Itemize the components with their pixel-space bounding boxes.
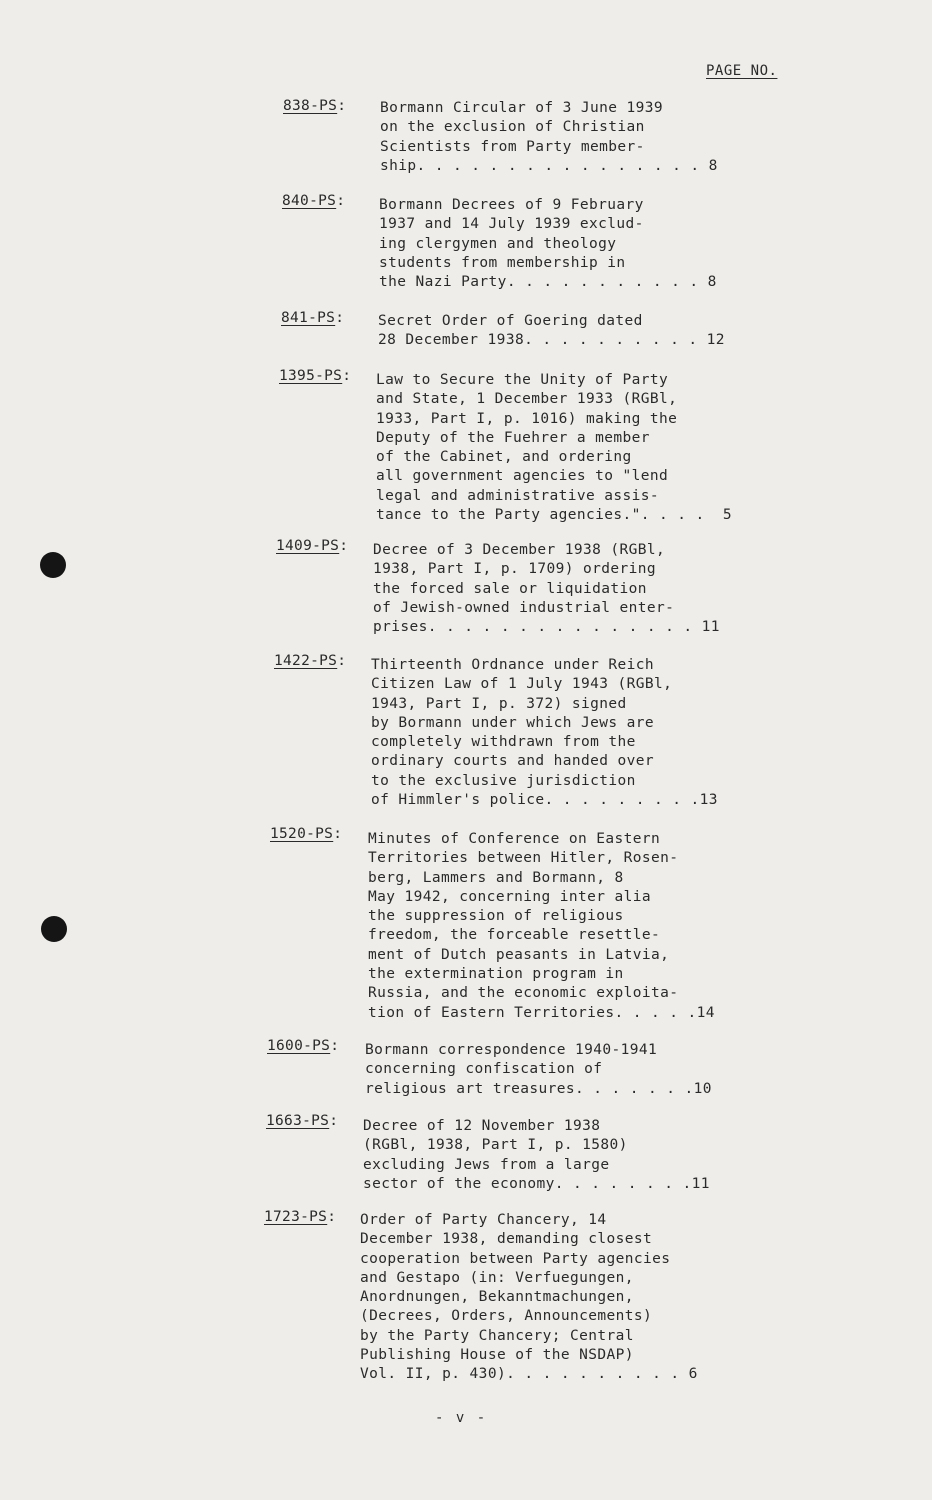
- description-line: legal and administrative assis-: [376, 487, 660, 504]
- description-line: concerning confiscation of: [365, 1061, 603, 1078]
- document-code: 1723-PS:: [264, 1209, 337, 1225]
- description-line: Vol. II, p. 430). . . . . . . . . . 6: [360, 1366, 698, 1383]
- description-line: Law to Secure the Unity of Party: [376, 372, 669, 388]
- document-code: 838-PS:: [283, 98, 347, 114]
- page-no-header: PAGE NO.: [706, 63, 778, 79]
- description-line: Bormann Circular of 3 June 1939: [380, 100, 664, 116]
- description-line: to the exclusive jurisdiction: [371, 772, 636, 789]
- description-line: Territories between Hitler, Rosen-: [368, 850, 679, 867]
- description-line: Russia, and the economic exploita-: [368, 985, 679, 1002]
- document-description: [360, 1211, 760, 1385]
- document-code: 1520-PS:: [270, 826, 343, 842]
- description-line: Decree of 12 November 1938: [363, 1118, 601, 1134]
- description-line: ing clergymen and theology: [379, 235, 617, 252]
- description-line: Scientists from Party member-: [380, 138, 645, 155]
- description-line: the extermination program in: [368, 966, 624, 983]
- description-line: ment of Dutch peasants in Latvia,: [368, 946, 670, 963]
- description-line: Bormann Decrees of 9 February: [379, 197, 644, 213]
- description-line: Citizen Law of 1 July 1943 (RGBl,: [371, 676, 673, 693]
- description-line: sector of the economy. . . . . . . .11: [363, 1175, 710, 1192]
- description-line: 1933, Part I, p. 1016) making the: [376, 410, 678, 427]
- description-line: completely withdrawn from the: [371, 734, 636, 751]
- description-line: by the Party Chancery; Central: [360, 1327, 634, 1344]
- punch-hole: [41, 916, 67, 942]
- document-description: [371, 656, 771, 810]
- description-line: December 1938, demanding closest: [360, 1231, 653, 1248]
- document-description: [378, 312, 778, 351]
- description-line: prises. . . . . . . . . . . . . . . 11: [373, 619, 720, 636]
- description-line: 28 December 1938. . . . . . . . . . 12: [378, 332, 725, 349]
- document-description: [380, 99, 780, 176]
- description-line: Anordnungen, Bekanntmachungen,: [360, 1289, 634, 1306]
- document-description: [376, 371, 776, 525]
- description-line: the forced sale or liquidation: [373, 580, 647, 597]
- description-line: the suppression of religious: [368, 908, 624, 925]
- description-line: all government agencies to "lend: [376, 468, 669, 485]
- description-line: May 1942, concerning inter alia: [368, 888, 652, 905]
- document-description: [373, 541, 773, 637]
- description-line: of Himmler's police. . . . . . . . .13: [371, 792, 718, 809]
- description-line: Bormann correspondence 1940-1941: [365, 1042, 658, 1058]
- description-line: and Gestapo (in: Verfuegungen,: [360, 1269, 634, 1286]
- description-line: Secret Order of Goering dated: [378, 313, 643, 329]
- description-line: of the Cabinet, and ordering: [376, 449, 632, 466]
- document-description: [365, 1041, 765, 1099]
- document-code: 1600-PS:: [267, 1038, 340, 1054]
- document-code: 841-PS:: [281, 310, 345, 326]
- description-line: ordinary courts and handed over: [371, 753, 655, 770]
- document-description: [379, 196, 779, 292]
- description-line: (Decrees, Orders, Announcements): [360, 1308, 653, 1325]
- page-number-footer: - v -: [435, 1410, 488, 1426]
- description-line: of Jewish-owned industrial enter-: [373, 599, 675, 616]
- document-description: [363, 1117, 763, 1194]
- description-line: 1937 and 14 July 1939 exclud-: [379, 216, 644, 233]
- document-description: [368, 830, 768, 1023]
- description-line: Deputy of the Fuehrer a member: [376, 429, 650, 446]
- description-line: tance to the Party agencies.". . . . 5: [376, 507, 733, 524]
- description-line: students from membership in: [379, 254, 626, 271]
- description-line: the Nazi Party. . . . . . . . . . . 8: [379, 274, 717, 291]
- description-line: 1943, Part I, p. 372) signed: [371, 695, 627, 712]
- description-line: Decree of 3 December 1938 (RGBl,: [373, 542, 666, 558]
- description-line: berg, Lammers and Bormann, 8: [368, 869, 624, 886]
- description-line: and State, 1 December 1933 (RGBl,: [376, 391, 678, 408]
- description-line: by Bormann under which Jews are: [371, 714, 655, 731]
- document-code: 840-PS:: [282, 193, 346, 209]
- description-line: Thirteenth Ordnance under Reich: [371, 657, 655, 673]
- document-code: 1409-PS:: [276, 538, 349, 554]
- description-line: on the exclusion of Christian: [380, 119, 645, 136]
- description-line: cooperation between Party agencies: [360, 1250, 671, 1267]
- description-line: ship. . . . . . . . . . . . . . . . 8: [380, 157, 718, 174]
- description-line: religious art treasures. . . . . . .10: [365, 1080, 712, 1097]
- description-line: tion of Eastern Territories. . . . .14: [368, 1004, 715, 1021]
- description-line: Publishing House of the NSDAP): [360, 1347, 634, 1364]
- description-line: 1938, Part I, p. 1709) ordering: [373, 561, 657, 578]
- document-code: 1663-PS:: [266, 1113, 339, 1129]
- description-line: (RGBl, 1938, Part I, p. 1580): [363, 1137, 628, 1154]
- document-code: 1395-PS:: [279, 368, 352, 384]
- description-line: Order of Party Chancery, 14: [360, 1212, 607, 1228]
- punch-hole: [40, 552, 66, 578]
- description-line: freedom, the forceable resettle-: [368, 927, 661, 944]
- description-line: excluding Jews from a large: [363, 1156, 610, 1173]
- description-line: Minutes of Conference on Eastern: [368, 831, 661, 847]
- document-code: 1422-PS:: [274, 653, 347, 669]
